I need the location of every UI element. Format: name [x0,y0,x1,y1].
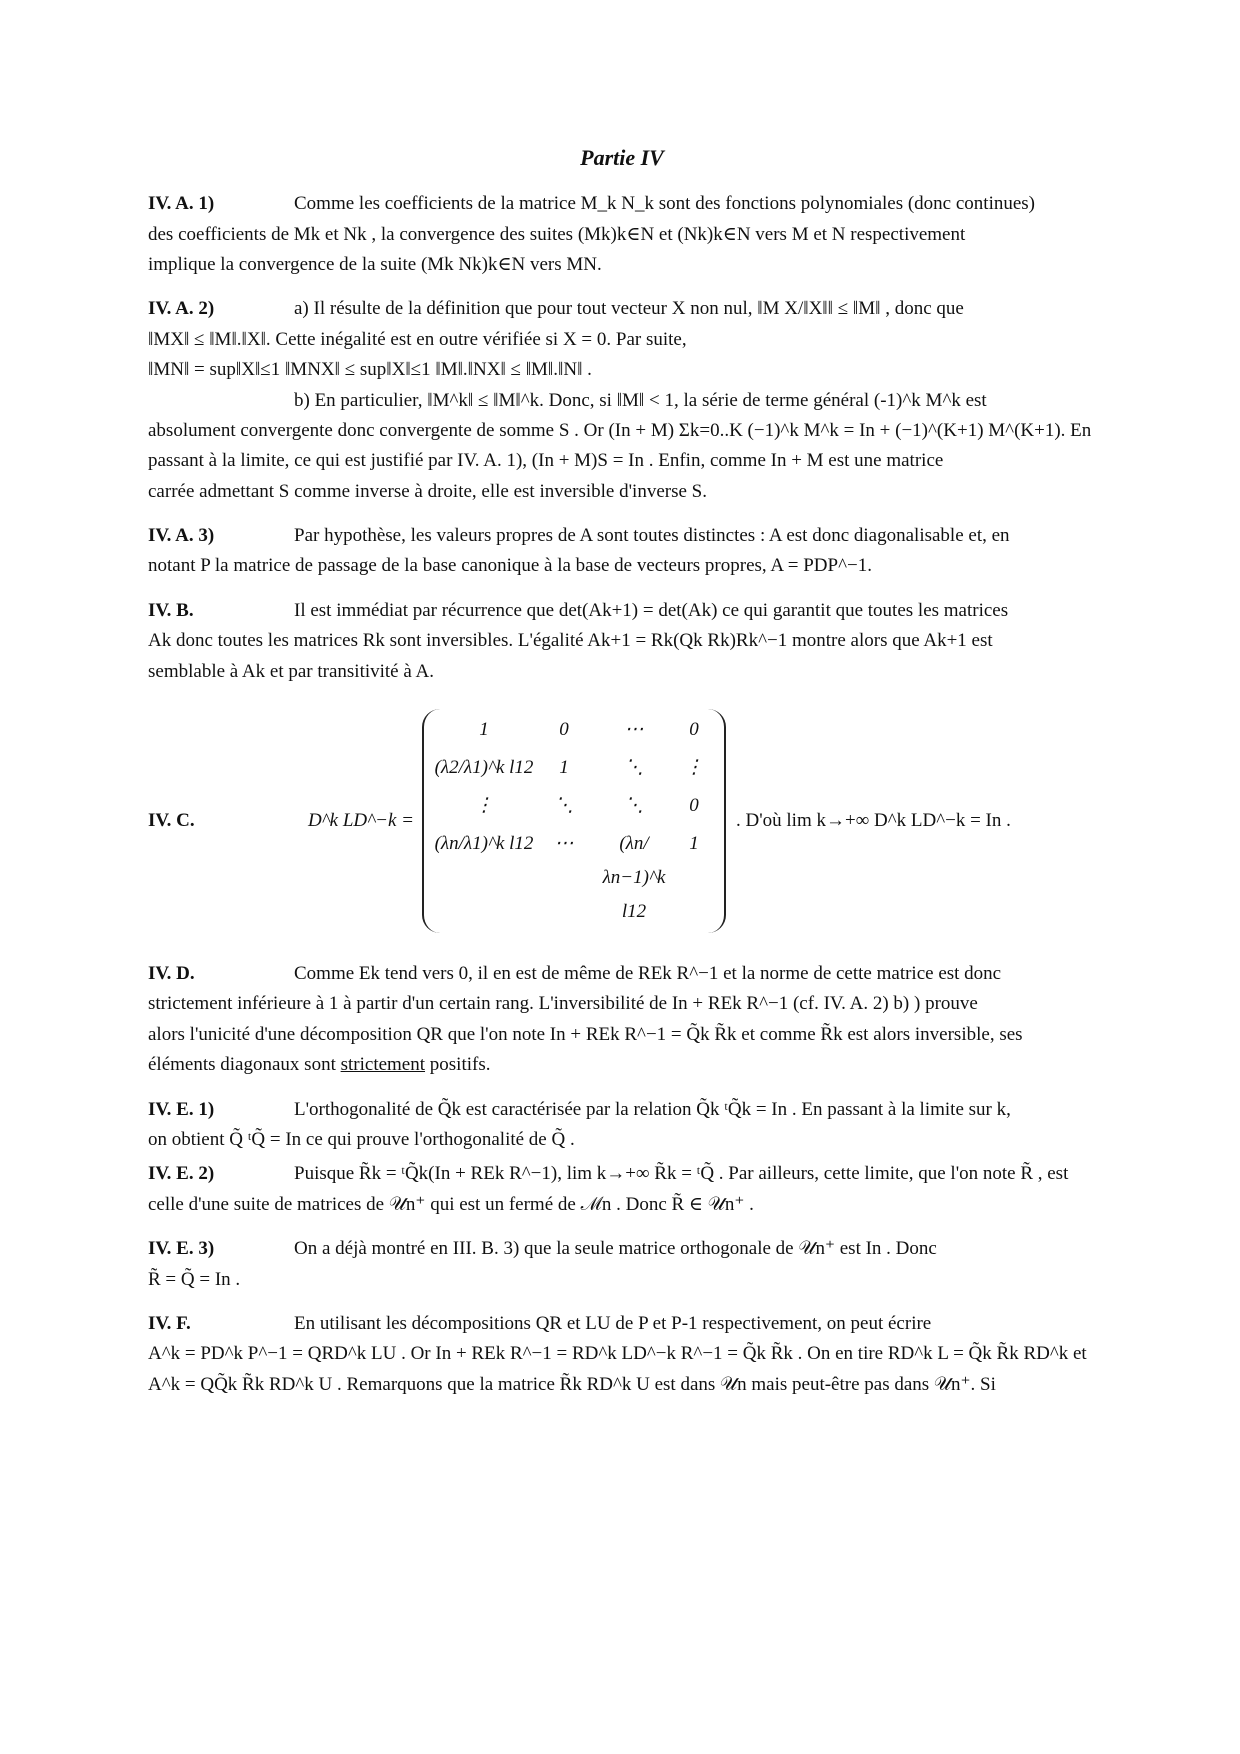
paragraph-line: implique la convergence de la suite (Mk Nk)k∈N vers MN. [148,253,602,275]
paragraph-line: alors l'unicité d'une décomposition QR que l'on note In + REk R^−1 = Q̃k R̃k et comme R̃k est alors inversible, ses [148,1023,1023,1045]
section-label: IV. D. [148,963,195,985]
paragraph-line: éléments diagonaux sont [148,1054,336,1076]
section-IV-F [148,1309,1096,1400]
matrix-cell: ⋮ [684,757,704,779]
section-label: IV. A. 1) [148,193,215,215]
section-label: IV. E. 1) [148,1098,215,1120]
section-label: IV. C. [148,809,195,831]
matrix-lhs: D^k LD^−k = [307,809,414,831]
section-label: IV. A. 2) [148,298,215,320]
underlined-word: strictement [340,1054,426,1076]
paragraph-line: celle d'une suite de matrices de 𝒰n⁺ qui est un fermé de ℳn . Donc R̃ ∈ 𝒰n⁺ . [148,1193,754,1215]
matrix-cell: 1 [689,833,699,855]
paragraph-line: passant à la limite, ce qui est justifié par IV. A. 1), (In + M)S = In . Enfin, comme In + M est une matrice [148,450,944,472]
paragraph-line: Il est immédiat par récurrence que det(Ak+1) = det(Ak) ce qui garantit que toutes les matrices [294,599,1009,621]
paragraph-line: semblable à Ak et par transitivité à A. [148,660,434,682]
matrix-cell: 0 [689,719,699,741]
matrix-cell: ⋱ [554,795,574,817]
paragraph-line: on obtient Q̃ ᵗQ̃ = In ce qui prouve l'orthogonalité de Q̃ . [148,1129,575,1150]
matrix-cell: (λ2/λ1)^k l12 [434,757,534,779]
paragraph-line: b) En particulier, ‖M^k‖ ≤ ‖M‖^k. Donc, si ‖M‖ < 1, la série de terme général (-1)^k M^k est [294,389,987,411]
section-IV-A-2 [148,294,1096,507]
paragraph-line: R̃ = Q̃ = In . [148,1268,241,1290]
matrix-cell: ⋯ [624,719,644,741]
matrix-cell: ⋮ [474,795,494,817]
section-IV-A-3 [148,521,1096,582]
matrix-cell: 0 [689,795,699,817]
section-label: IV. F. [148,1312,191,1334]
section-label: IV. E. 2) [148,1163,215,1185]
section-label: IV. E. 3) [148,1238,215,1260]
matrix-cell: ⋱ [624,757,644,779]
matrix-DkLD-k [422,709,726,933]
paragraph-line: ‖MX‖ ≤ ‖M‖.‖X‖. Cette inégalité est en outre vérifiée si X = 0. Par suite, [148,328,687,350]
section-IV-C [148,709,1096,933]
section-label: IV. B. [148,599,194,621]
paragraph-line: carrée admettant S comme inverse à droite, elle est inversible d'inverse S. [148,480,707,502]
section-IV-B [148,596,1096,687]
paragraph-line: Ak donc toutes les matrices Rk sont inversibles. L'égalité Ak+1 = Rk(Qk Rk)Rk^−1 montre alors que Ak+1 est [148,630,993,652]
matrix-cell: (λn/λ1)^k l12 [434,833,534,855]
document-page [148,140,1096,1414]
paragraph-line: ‖MN‖ = sup‖X‖≤1 ‖MNX‖ ≤ sup‖X‖≤1 ‖M‖.‖NX‖ ≤ ‖M‖.‖N‖ . [148,359,592,381]
matrix-conclusion: . D'où lim k→+∞ D^k LD^−k = In . [736,809,1011,831]
paragraph-line: a) Il résulte de la définition que pour tout vecteur X non nul, ‖M X/‖X‖‖ ≤ ‖M‖ , donc que [294,298,964,320]
section-label: IV. A. 3) [148,525,215,547]
section-IV-A-1 [148,189,1096,280]
section-IV-E-2 [148,1159,1096,1220]
matrix-cell: 1 [479,719,489,741]
paragraph-line: Par hypothèse, les valeurs propres de A sont toutes distinctes : A est donc diagonalisable et, en [294,525,1010,547]
paragraph-line: des coefficients de Mk et Nk , la convergence des suites (Mk)k∈N et (Nk)k∈N vers M et N respectivement [148,223,966,245]
section-IV-D [148,959,1096,1081]
paragraph-line: Comme Ek tend vers 0, il en est de même de REk R^−1 et la norme de cette matrice est donc [294,963,1002,985]
paragraph-line: absolument convergente donc convergente de somme S . Or (In + M) Σk=0..K (−1)^k M^k = In + (−1)^(K+1) M^(K+1). En [148,419,1092,441]
paragraph-line: Comme les coefficients de la matrice M_k N_k sont des fonctions polynomiales (donc continues) [294,193,1036,215]
paragraph-line: On a déjà montré en III. B. 3) que la seule matrice orthogonale de 𝒰n⁺ est In . Donc [294,1238,937,1260]
paragraph-line: notant P la matrice de passage de la base canonique à la base de vecteurs propres, A = PDP^−1. [148,555,872,577]
matrix-cell: ⋯ [554,833,574,855]
matrix-cell: (λn/λn−1)^k l12 [602,833,666,923]
section-IV-E-3 [148,1234,1096,1295]
paragraph-line: positifs. [429,1054,491,1076]
paragraph-line: En utilisant les décompositions QR et LU de P et P-1 respectivement, on peut écrire [294,1312,932,1334]
page-title: Partie IV [580,145,664,170]
paragraph-line: L'orthogonalité de Q̃k est caractérisée par la relation Q̃k ᵗQ̃k = In . En passant à la limite sur k, [294,1098,1011,1120]
paragraph-line: A^k = PD^k P^−1 = QRD^k LU . Or In + REk R^−1 = RD^k LD^−k R^−1 = Q̃k R̃k . On en tire RD^k L = Q̃k R̃k RD^k et [148,1343,1087,1365]
matrix-cell: ⋱ [624,795,644,817]
paragraph-line: Puisque R̃k = ᵗQ̃k(In + REk R^−1), lim k→+∞ R̃k = ᵗQ̃ . Par ailleurs, cette limite, que l'on note R̃ , est [294,1163,1069,1185]
section-IV-E-1 [148,1095,1096,1156]
matrix-cell: 1 [559,757,569,779]
matrix-cell: 0 [559,719,569,741]
paragraph-line: A^k = QQ̃k R̃k RD^k U . Remarquons que la matrice R̃k RD^k U est dans 𝒰n mais peut-être pas dans 𝒰n⁺. Si [148,1373,996,1395]
paragraph-line: strictement inférieure à 1 à partir d'un certain rang. L'inversibilité de In + REk R^−1 (cf. IV. A. 2) b) ) prouve [148,993,978,1015]
